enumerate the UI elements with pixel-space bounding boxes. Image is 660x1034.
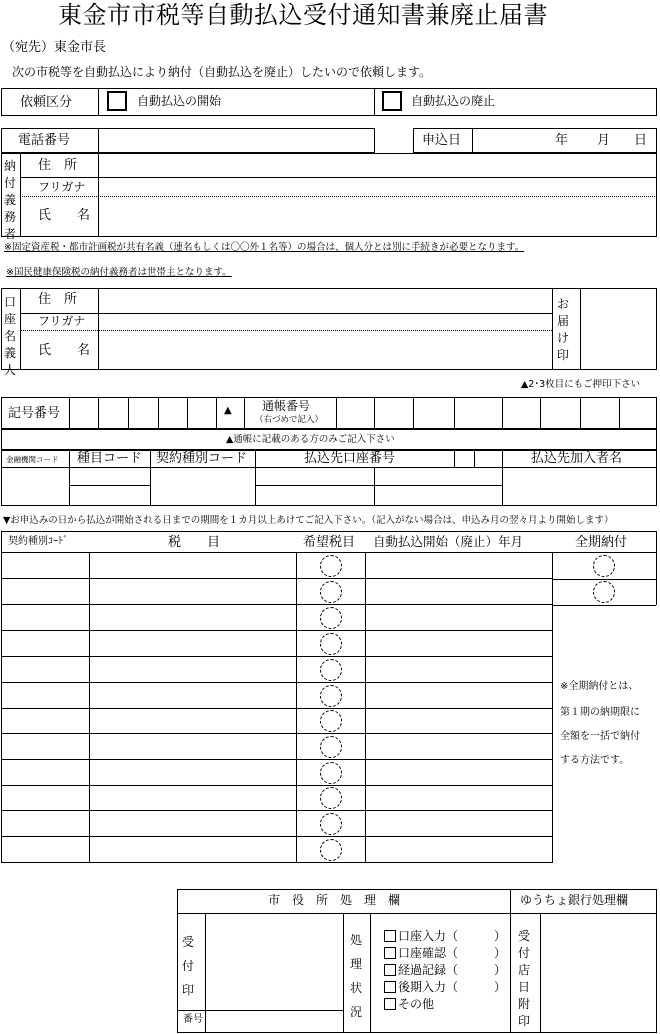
holder-address-label: 住 所 bbox=[38, 292, 78, 307]
apply-month: 月 bbox=[597, 133, 611, 148]
tax-item-input[interactable] bbox=[90, 735, 295, 759]
holder-name-label: 氏 名 bbox=[38, 343, 91, 358]
office-checkbox[interactable] bbox=[384, 947, 396, 959]
tax-item-input[interactable] bbox=[90, 761, 295, 785]
start-option-label: 自動払込の開始 bbox=[137, 94, 222, 108]
passbook-number-sub: （右づめで記入） bbox=[255, 415, 324, 425]
contract-code-input[interactable] bbox=[2, 658, 89, 682]
wish-circle[interactable] bbox=[320, 839, 342, 861]
office-checkbox-label: その他 bbox=[398, 997, 435, 1011]
wish-circle[interactable] bbox=[320, 813, 342, 835]
seal-area[interactable] bbox=[581, 289, 656, 369]
tax-item-input[interactable] bbox=[90, 812, 295, 836]
tax-item-input[interactable] bbox=[90, 554, 295, 578]
start-month-input[interactable] bbox=[366, 554, 551, 578]
taxpayer-name-label: 氏 名 bbox=[38, 208, 91, 223]
contract-code-input[interactable] bbox=[2, 838, 89, 862]
passbook-triangle: ▲ bbox=[224, 405, 232, 416]
office-checkbox-label: 後期入力（ ） bbox=[398, 980, 507, 994]
apply-date-label: 申込日 bbox=[422, 133, 462, 148]
start-month-input[interactable] bbox=[366, 838, 551, 862]
office-checkbox[interactable] bbox=[384, 964, 396, 976]
office-checkbox-label: 経過記録（ ） bbox=[398, 963, 507, 977]
apply-day: 日 bbox=[634, 133, 648, 148]
wish-circle[interactable] bbox=[320, 633, 342, 655]
page-title: 東金市市税等自動払込受付通知書兼廃止届書 bbox=[58, 1, 548, 29]
full-payment-note-2: 第１期の納期限に bbox=[560, 707, 640, 718]
contract-code-input[interactable] bbox=[2, 735, 89, 759]
receipt-seal-area[interactable] bbox=[206, 914, 343, 1010]
start-month-input[interactable] bbox=[366, 812, 551, 836]
subscriber-name-label: 払込先加入者名 bbox=[531, 451, 623, 466]
contract-code-input[interactable] bbox=[2, 709, 89, 733]
item-code-label: 種目コード bbox=[77, 451, 143, 466]
status-label: 処理状況 bbox=[349, 933, 362, 1019]
tax-item-input[interactable] bbox=[90, 786, 295, 810]
phone-label: 電話番号 bbox=[18, 133, 71, 148]
wish-circle[interactable] bbox=[320, 736, 342, 758]
bank-seal-area[interactable] bbox=[541, 914, 656, 1032]
office-number-label: 番号 bbox=[183, 1014, 203, 1025]
request-row bbox=[1, 88, 657, 116]
receipt-seal-label: 受付印 bbox=[181, 935, 194, 997]
tax-item-input[interactable] bbox=[90, 658, 295, 682]
taxpayer-address-label: 住 所 bbox=[38, 158, 78, 173]
wish-circle[interactable] bbox=[320, 787, 342, 809]
tax-item-input[interactable] bbox=[90, 580, 295, 604]
full-payment-note-4: する方法です。 bbox=[560, 755, 630, 766]
property-tax-note: ※固定資産税・都市計画税が共有名義（連名もしくは〇〇外１名等）の場合は、個人分とは別に手続きが必要となります。 bbox=[4, 242, 525, 253]
symbol-number-label: 記号番号 bbox=[8, 406, 61, 421]
start-month-input[interactable] bbox=[366, 658, 551, 682]
contract-code-input[interactable] bbox=[2, 554, 89, 578]
tax-item-input[interactable] bbox=[90, 632, 295, 656]
taxpayer-address-input[interactable] bbox=[99, 154, 656, 177]
wish-circle[interactable] bbox=[320, 581, 342, 603]
office-checkbox[interactable] bbox=[384, 981, 396, 993]
apply-year: 年 bbox=[555, 133, 569, 148]
stop-option-label: 自動払込の廃止 bbox=[411, 94, 496, 108]
holder-furigana-input[interactable] bbox=[99, 314, 551, 330]
col-contract-label: 契約種別ｺｰﾄﾞ bbox=[8, 536, 68, 547]
start-month-input[interactable] bbox=[366, 735, 551, 759]
institution-code-input[interactable] bbox=[2, 468, 69, 505]
contract-code-input[interactable] bbox=[2, 761, 89, 785]
start-month-input[interactable] bbox=[366, 761, 551, 785]
intro-text: 次の市税等を自動払込により納付（自動払込を廃止）したいので依頼します。 bbox=[12, 65, 432, 79]
wish-circle[interactable] bbox=[320, 762, 342, 784]
office-checkbox[interactable] bbox=[384, 998, 396, 1010]
col-tax-label: 税 目 bbox=[168, 535, 221, 550]
wish-circle[interactable] bbox=[320, 555, 342, 577]
addressee: （宛先）東金市長 bbox=[2, 40, 107, 55]
bank-header: ゆうちょ銀行処理欄 bbox=[520, 893, 629, 907]
taxpayer-name-input[interactable] bbox=[99, 197, 656, 236]
holder-address-input[interactable] bbox=[99, 289, 551, 313]
start-month-input[interactable] bbox=[366, 580, 551, 604]
start-month-input[interactable] bbox=[366, 606, 551, 630]
period-note: ▼お申込みの日から払込が開始される日までの期間を１カ月以上あけてご記入下さい。（記入がない場合は、申込み月の翌々月より開始します） bbox=[3, 515, 614, 526]
start-checkbox[interactable] bbox=[107, 91, 127, 111]
holder-furigana-label: フリガナ bbox=[38, 314, 86, 328]
office-checkbox-label: 口座確認（ ） bbox=[398, 946, 507, 960]
office-checkbox-label: 口座入力（ ） bbox=[398, 929, 507, 943]
full-payment-circle-2[interactable] bbox=[593, 581, 615, 603]
seal-note: ▲2･3枚目にもご押印下さい bbox=[521, 379, 641, 390]
symbol-digit-inputs[interactable] bbox=[70, 398, 244, 428]
col-full-label: 全期納付 bbox=[575, 535, 628, 550]
tax-item-input[interactable] bbox=[90, 709, 295, 733]
taxpayer-furigana-input[interactable] bbox=[99, 178, 656, 196]
contract-code-input[interactable] bbox=[2, 786, 89, 810]
full-payment-note-1: ※全期納付とは、 bbox=[560, 681, 639, 692]
seal-label: お届け印 bbox=[556, 297, 569, 362]
passbook-note: ▲通帳に記載のある方のみご記入下さい bbox=[226, 434, 395, 445]
contract-code-label: 契約種別コード bbox=[156, 451, 248, 466]
start-month-input[interactable] bbox=[366, 684, 551, 708]
tax-item-input[interactable] bbox=[90, 606, 295, 630]
subscriber-name-input[interactable] bbox=[503, 468, 656, 505]
wish-circle[interactable] bbox=[320, 659, 342, 681]
office-number-input[interactable] bbox=[206, 1011, 343, 1032]
passbook-digit-inputs[interactable] bbox=[337, 398, 656, 428]
tax-item-input[interactable] bbox=[90, 838, 295, 862]
taxpayer-side-label: 納付義務者 bbox=[3, 159, 16, 241]
contract-code-input[interactable] bbox=[2, 684, 89, 708]
start-month-input[interactable] bbox=[366, 786, 551, 810]
contract-code-input[interactable] bbox=[2, 606, 89, 630]
passbook-number-label: 通帳番号 bbox=[262, 399, 311, 413]
contract-code-input[interactable] bbox=[2, 632, 89, 656]
start-month-input[interactable] bbox=[366, 709, 551, 733]
holder-name-input[interactable] bbox=[99, 331, 551, 369]
account-number-input[interactable] bbox=[256, 468, 502, 505]
contract-code-input[interactable] bbox=[151, 468, 255, 505]
taxpayer-furigana-label: フリガナ bbox=[38, 180, 86, 194]
wish-circle[interactable] bbox=[320, 685, 342, 707]
health-tax-note: ※国民健康保険税の納付義務者は世帯主となります。 bbox=[6, 267, 232, 278]
full-payment-circle-1[interactable] bbox=[593, 555, 615, 577]
tax-item-input[interactable] bbox=[90, 684, 295, 708]
contract-code-input[interactable] bbox=[2, 812, 89, 836]
full-payment-note-3: 全額を一括で納付 bbox=[560, 731, 640, 742]
wish-circle[interactable] bbox=[320, 710, 342, 732]
item-code-input[interactable] bbox=[70, 468, 150, 505]
stop-checkbox[interactable] bbox=[382, 91, 402, 111]
office-header: 市 役 所 処 理 欄 bbox=[268, 893, 401, 907]
col-wish-label: 希望税目 bbox=[303, 535, 356, 550]
office-checkbox[interactable] bbox=[384, 930, 396, 942]
account-holder-side-label: 口座名義人 bbox=[3, 295, 16, 377]
account-number-label: 払込先口座番号 bbox=[304, 451, 396, 466]
contract-code-input[interactable] bbox=[2, 580, 89, 604]
wish-circle[interactable] bbox=[320, 607, 342, 629]
bank-seal-label: 受付店日附印 bbox=[517, 929, 530, 1028]
institution-code-label: 金融機関コード bbox=[6, 455, 59, 464]
col-start-label: 自動払込開始（廃止）年月 bbox=[373, 534, 524, 549]
request-label: 依頼区分 bbox=[20, 95, 73, 110]
start-month-input[interactable] bbox=[366, 632, 551, 656]
